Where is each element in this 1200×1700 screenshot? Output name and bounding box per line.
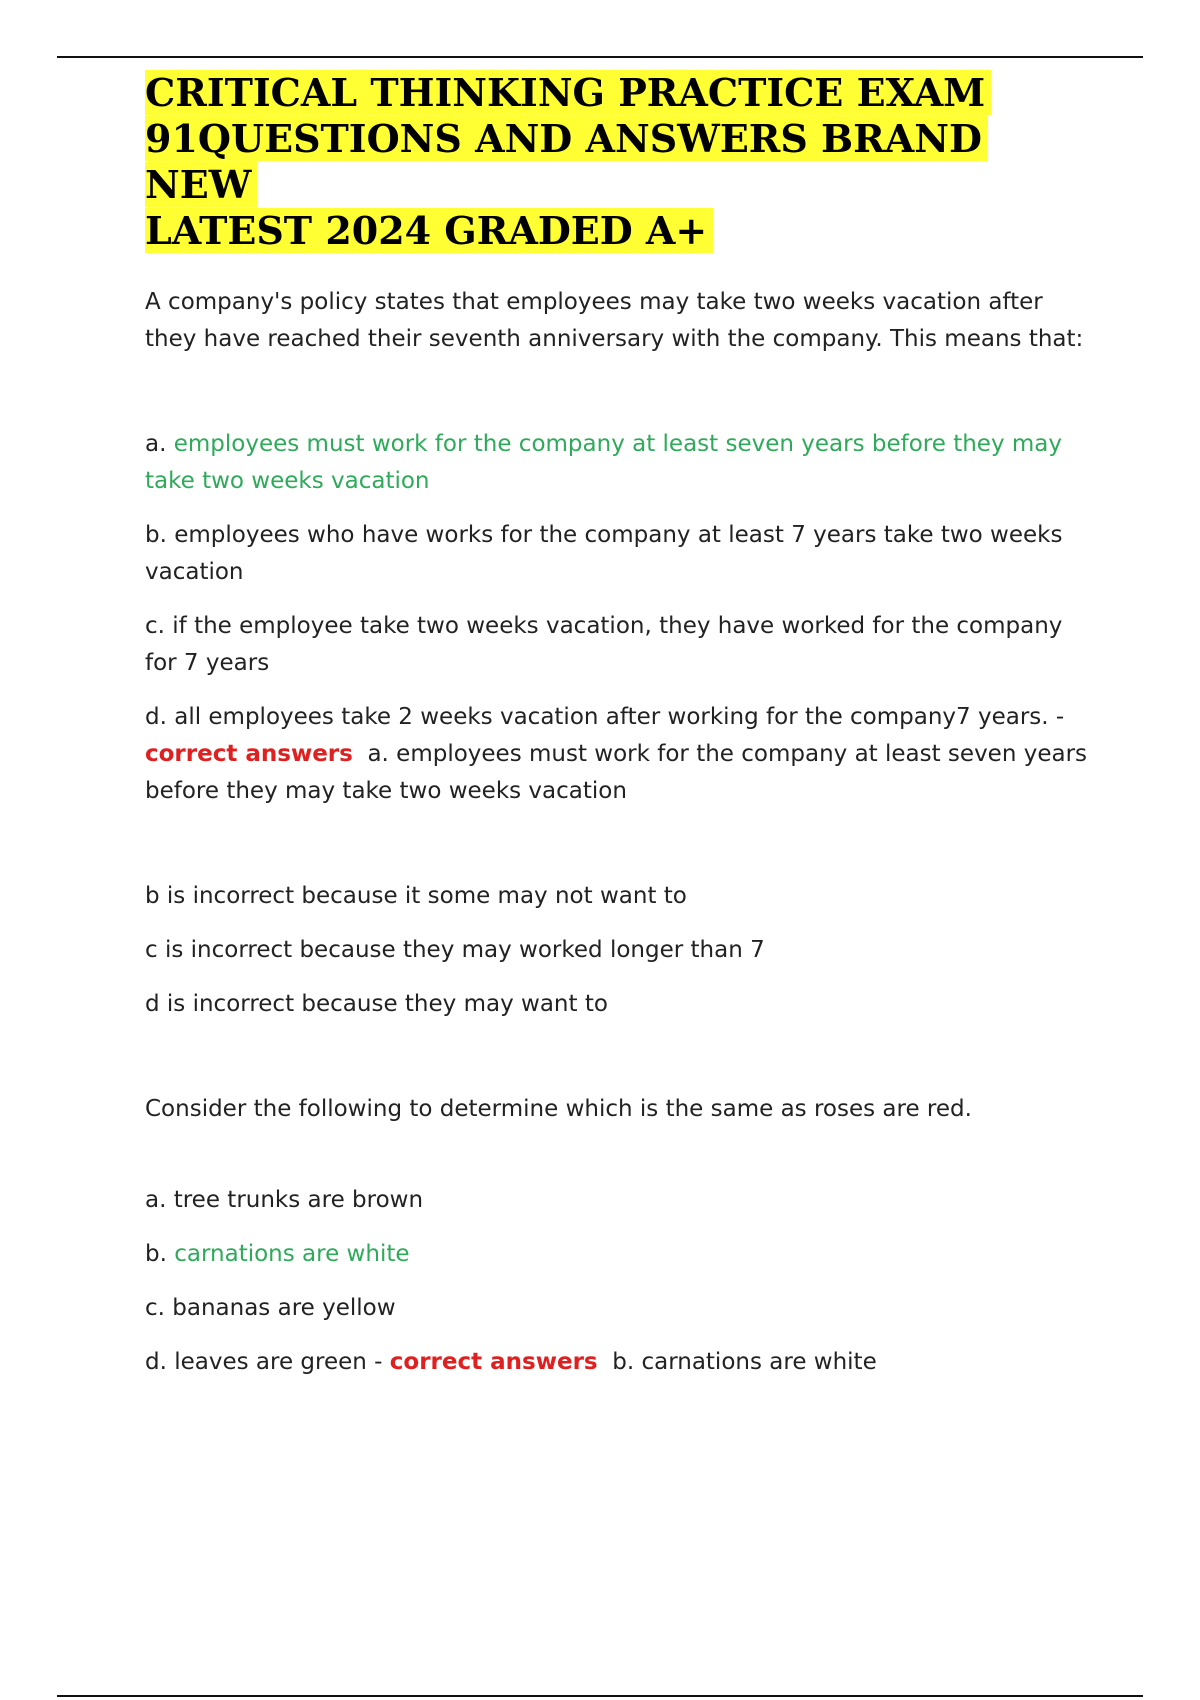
question-1-option-a	[145, 426, 1095, 500]
explanation-b: b is incorrect because it some may not want to	[145, 883, 687, 909]
question-2-option-b	[145, 1236, 1095, 1273]
title-line-2: 91QUESTIONS AND ANSWERS BRAND NEW	[145, 116, 982, 207]
title-line-3: LATEST 2024 GRADED A+	[145, 208, 708, 253]
question-1-option-b: b. employees who have works for the company at least 7 years take two weeks vacation	[145, 522, 1063, 585]
explanation-d: d is incorrect because they may want to	[145, 991, 608, 1017]
title-highlight	[145, 70, 991, 253]
question-2-option-d	[145, 1344, 1095, 1381]
document-body	[145, 70, 1095, 1398]
document-title	[145, 70, 1095, 254]
question-1-answer: a. employees must work for the company at least seven years before they may take two weeks vacation	[145, 741, 1088, 804]
option-d-text: d. leaves are green -	[145, 1349, 383, 1375]
question-2-stem: Consider the following to determine which is the same as roses are red.	[145, 1096, 972, 1122]
option-b-text: carnations are white	[174, 1241, 410, 1267]
top-rule	[57, 56, 1143, 58]
option-a-text: employees must work for the company at least seven years before they may take two weeks vacation	[145, 431, 1062, 494]
question-2-option-c: c. bananas are yellow	[145, 1295, 396, 1321]
question-1-option-c: c. if the employee take two weeks vacation, they have worked for the company for 7 years	[145, 613, 1063, 676]
option-a-prefix: a.	[145, 431, 174, 457]
correct-answers-label: correct answers	[389, 1349, 598, 1375]
option-d-text: d. all employees take 2 weeks vacation after working for the company7 years. -	[145, 704, 1065, 730]
option-b-prefix: b.	[145, 1241, 175, 1267]
bottom-rule	[57, 1695, 1143, 1697]
correct-answers-label: correct answers	[145, 741, 353, 767]
explanation-c: c is incorrect because they may worked longer than 7	[145, 937, 765, 963]
question-1-stem: A company's policy states that employees may take two weeks vacation after they have reached their seventh anniversary with the company. This means that:	[145, 289, 1084, 352]
question-2-option-a: a. tree trunks are brown	[145, 1187, 424, 1213]
question-1-option-d	[145, 699, 1095, 810]
question-2-answer: b. carnations are white	[612, 1349, 877, 1375]
title-line-1: CRITICAL THINKING PRACTICE EXAM	[145, 70, 986, 115]
